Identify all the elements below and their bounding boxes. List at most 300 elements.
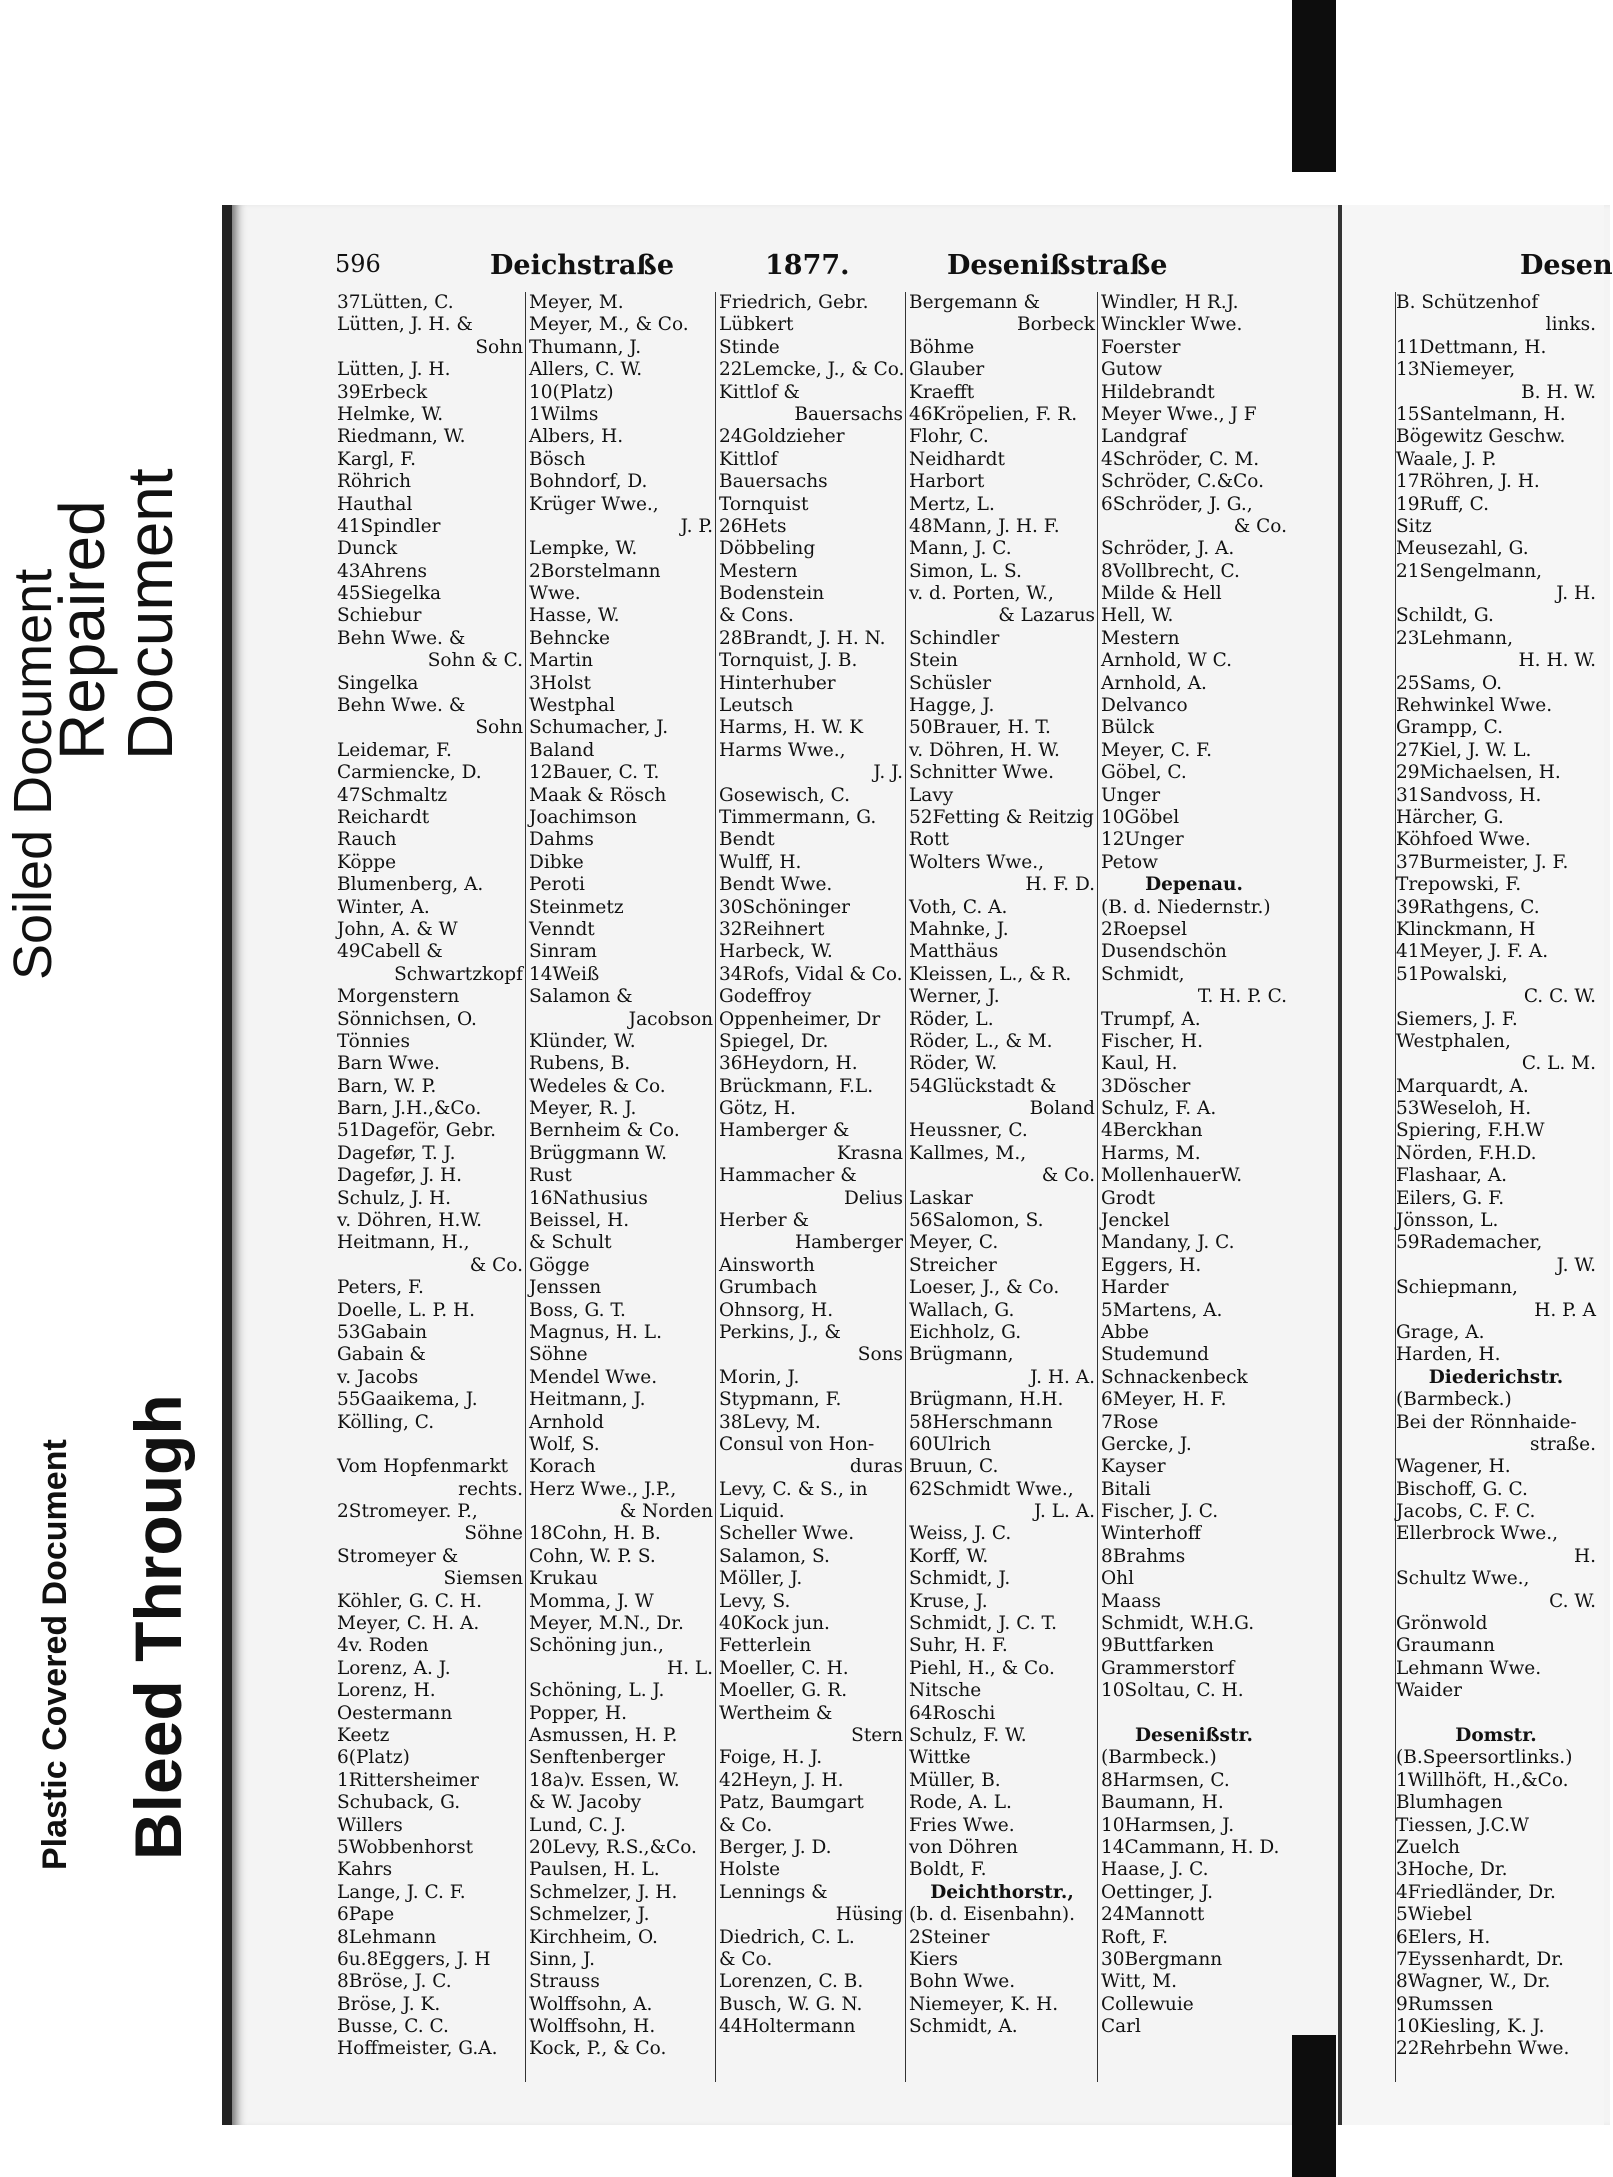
directory-entry: Werner, J.: [909, 986, 1000, 1008]
directory-entry: Tornquist: [719, 493, 809, 515]
directory-entry: Mandany, J. C.: [1101, 1232, 1235, 1254]
directory-entry: Grönwold: [1396, 1613, 1488, 1635]
directory-entry: 26Hets: [719, 515, 787, 537]
next-page-header: Desen: [1520, 250, 1613, 281]
directory-entry: Böhme: [909, 336, 975, 358]
directory-entry: Harms, H. W. K: [719, 717, 864, 739]
directory-entry: 9Buttfarken: [1101, 1635, 1214, 1657]
directory-entry: 40Kock jun.: [719, 1613, 830, 1635]
directory-entry: links.: [1545, 314, 1596, 336]
directory-entry: 3Döscher: [1101, 1075, 1191, 1097]
directory-entry: Foige, H. J.: [719, 1747, 823, 1769]
directory-entry: & Cons.: [719, 605, 794, 627]
directory-entry: 34Rofs, Vidal & Co.: [719, 963, 903, 985]
directory-entry: Härcher, G.: [1396, 806, 1504, 828]
directory-entry: Schöning jun.,: [529, 1635, 664, 1657]
directory-entry: Salamon &: [529, 986, 633, 1008]
directory-entry: Stromeyer &: [337, 1545, 459, 1567]
directory-entry: Bei der Rönnhaide-: [1396, 1411, 1577, 1433]
directory-entry: Kaul, H.: [1101, 1053, 1178, 1075]
directory-entry: Boldt, F.: [909, 1859, 987, 1881]
directory-entry: Willers: [337, 1814, 403, 1836]
directory-entry: Meyer, M.N., Dr.: [529, 1613, 684, 1635]
directory-entry: Tiessen, J.C.W: [1396, 1814, 1530, 1836]
directory-entry: 52Fetting & Reitzig: [909, 806, 1094, 828]
directory-entry: Beissel, H.: [529, 1210, 630, 1232]
directory-entry: Schindler: [909, 627, 1000, 649]
directory-entry: Herz Wwe., J.P.,: [529, 1478, 677, 1500]
directory-entry: Barn, J.H.,&Co.: [337, 1098, 482, 1120]
directory-entry: Blumhagen: [1396, 1792, 1503, 1814]
directory-entry: Tornquist, J. B.: [719, 650, 858, 672]
directory-entry: Mahnke, J.: [909, 918, 1009, 940]
directory-entry: 45Siegelka: [337, 583, 442, 605]
directory-entry: Baumann, H.: [1101, 1792, 1224, 1814]
directory-entry: Kruse, J.: [909, 1590, 988, 1612]
directory-entry: C. W.: [1549, 1590, 1596, 1612]
directory-entry: Scheller Wwe.: [719, 1523, 855, 1545]
directory-entry: Möller, J.: [719, 1568, 803, 1590]
column-5: [1101, 292, 1287, 2038]
directory-entry: Heitmann, H.,: [337, 1232, 470, 1254]
document-condition-labels: [0, 0, 215, 2177]
directory-entry: Eggers, H.: [1101, 1254, 1202, 1276]
directory-entry: Fetterlein: [719, 1635, 812, 1657]
directory-entry: 43Ahrens: [337, 560, 428, 582]
directory-entry: Morgenstern: [337, 986, 460, 1008]
directory-entry: Haase, J. C.: [1101, 1859, 1209, 1881]
directory-entry: Behn Wwe. &: [337, 627, 466, 649]
directory-entry: Harms Wwe.,: [719, 739, 846, 761]
directory-entry: 5Wobbenhorst: [337, 1836, 474, 1858]
directory-entry: Bitali: [1101, 1478, 1151, 1500]
directory-entry: Glauber: [909, 359, 985, 381]
directory-entry: 10Göbel: [1101, 806, 1180, 828]
directory-entry: 13Niemeyer,: [1396, 359, 1516, 381]
directory-entry: & Co.: [469, 1254, 523, 1276]
directory-entry: Lange, J. C. F.: [337, 1881, 466, 1903]
directory-entry: Diedrich, C. L.: [719, 1926, 855, 1948]
directory-entry: Carmiencke, D.: [337, 762, 482, 784]
directory-entry: Kraefft: [909, 381, 975, 403]
directory-entry: Siemsen: [443, 1568, 523, 1590]
directory-entry: Hammacher &: [719, 1165, 857, 1187]
directory-entry: Krasna: [836, 1142, 903, 1164]
directory-entry: Jenckel: [1101, 1210, 1170, 1232]
directory-entry: 41Spindler: [337, 515, 441, 537]
directory-entry: Kock, P., & Co.: [529, 2038, 667, 2060]
directory-entry: Busch, W. G. N.: [719, 1993, 863, 2015]
directory-entry: Köhfoed Wwe.: [1396, 829, 1531, 851]
directory-entry: Wolffsohn, A.: [529, 1993, 653, 2015]
directory-entry: Weiss, J. C.: [909, 1523, 1012, 1545]
directory-entry: & Co.: [719, 1814, 773, 1836]
directory-entry: Doelle, L. P. H.: [337, 1299, 475, 1321]
directory-entry: Sitz: [1396, 515, 1432, 537]
directory-entry: Winckler Wwe.: [1101, 314, 1243, 336]
directory-entry: (b. d. Eisenbahn).: [909, 1904, 1076, 1926]
directory-entry: John, A. & W: [337, 918, 458, 940]
directory-entry: 46Kröpelien, F. R.: [909, 403, 1078, 425]
directory-entry: & W. Jacoby: [529, 1792, 642, 1814]
directory-entry: 58Herschmann: [909, 1411, 1053, 1433]
directory-entry: 41Meyer, J. F. A.: [1396, 941, 1549, 963]
directory-entry: Spiering, F.H.W: [1396, 1120, 1545, 1142]
directory-entry: Flohr, C.: [909, 426, 989, 448]
directory-entry: Jenssen: [529, 1277, 602, 1299]
directory-entry: Waider: [1396, 1680, 1462, 1702]
directory-entry: Milde & Hell: [1101, 583, 1222, 605]
directory-entry: Asmussen, H. P.: [529, 1725, 678, 1746]
directory-entry: Dagefør, T. J.: [337, 1142, 456, 1164]
directory-entry: Behn Wwe. &: [337, 695, 466, 717]
directory-entry: C. L. M.: [1521, 1053, 1596, 1075]
directory-entry: Lorenz, H.: [337, 1680, 436, 1702]
label-soiled: Soiled Document: [3, 568, 63, 980]
directory-entry: Mendel Wwe.: [529, 1366, 658, 1388]
directory-entry: Schulz, J. H.: [337, 1187, 452, 1209]
directory-entry: Petow: [1101, 851, 1158, 873]
directory-entry: 1Wilms: [529, 403, 599, 425]
directory-entry: 47Schmaltz: [337, 784, 448, 806]
directory-entry: Hildebrandt: [1101, 381, 1215, 403]
directory-entry: Momma, J. W: [529, 1590, 654, 1612]
directory-entry: Collewuie: [1101, 1993, 1194, 2015]
directory-entry: Jönsson, L.: [1396, 1210, 1499, 1232]
directory-entry: Sinram: [529, 941, 597, 963]
directory-entry: Sons: [857, 1344, 903, 1366]
directory-entry: Spiegel, Dr.: [719, 1030, 829, 1052]
directory-entry: & Co.: [1233, 515, 1287, 537]
directory-entry: 3Hoche, Dr.: [1396, 1859, 1508, 1881]
directory-entry: Streicher: [909, 1254, 997, 1276]
directory-entry: Meyer Wwe., J F: [1101, 403, 1257, 425]
directory-entry: Bernheim & Co.: [529, 1120, 680, 1142]
directory-entry: Schmidt,: [1101, 963, 1185, 985]
directory-entry: Hauthal: [337, 493, 413, 515]
directory-entry: Kahrs: [337, 1859, 393, 1881]
directory-entry: Allers, C. W.: [529, 359, 643, 381]
directory-entry: Delvanco: [1101, 695, 1188, 717]
directory-entry: 51Dageför, Gebr.: [337, 1120, 497, 1142]
directory-entry: 12Unger: [1101, 829, 1184, 851]
directory-entry: Kittlof: [719, 448, 778, 470]
directory-entry: Bergemann &: [909, 292, 1040, 313]
directory-entry: Leidemar, F.: [337, 739, 452, 761]
directory-entry: 37Burmeister, J. F.: [1396, 851, 1569, 873]
directory-entry: Krüger Wwe.,: [529, 493, 659, 515]
directory-entry: 55Gaaikema, J.: [337, 1389, 478, 1411]
directory-entry: 10(Platz): [529, 381, 614, 403]
directory-entry: Wagener, H.: [1396, 1456, 1511, 1478]
directory-entry: Magnus, H. L.: [529, 1321, 662, 1343]
directory-entry: Wolf, S.: [529, 1433, 600, 1455]
directory-entry: Singelka: [337, 672, 419, 694]
directory-entry: Simon, L. S.: [909, 560, 1022, 582]
directory-entry: Graumann: [1396, 1635, 1495, 1657]
directory-entry: H.: [1573, 1545, 1596, 1567]
directory-entry: Westphal: [529, 695, 616, 717]
directory-entry: Popper, H.: [529, 1702, 628, 1724]
label-plastic-covered: Plastic Covered Document: [36, 1439, 74, 1870]
directory-entry: H. F. D.: [1025, 874, 1095, 896]
directory-entry: Kittlof &: [719, 381, 800, 403]
directory-entry: 51Powalski,: [1396, 963, 1508, 985]
directory-entry: Peroti: [529, 874, 585, 896]
directory-entry: 10Harmsen, J.: [1101, 1814, 1235, 1836]
directory-entry: 5Wiebel: [1396, 1904, 1473, 1926]
directory-entry: Lorenz, A. J.: [337, 1657, 451, 1679]
column-rule: [905, 292, 906, 2082]
directory-entry: 1Rittersheimer: [337, 1769, 479, 1791]
directory-entry: Schmidt, W.H.G.: [1101, 1613, 1255, 1635]
directory-entry: Harbeck, W.: [719, 941, 833, 963]
directory-entry: Niemeyer, K. H.: [909, 1993, 1059, 2015]
page-number: 596: [335, 250, 381, 278]
directory-entry: Mestern: [1101, 627, 1180, 649]
directory-entry: straße.: [1530, 1433, 1596, 1455]
directory-entry: Deichthorstr.,: [930, 1881, 1074, 1903]
directory-entry: Bauersachs: [794, 403, 903, 425]
directory-entry: Desenißstr.: [1135, 1725, 1253, 1746]
directory-entry: Meyer, C. F.: [1101, 739, 1212, 761]
directory-entry: Piehl, H., & Co.: [909, 1657, 1055, 1679]
directory-entry: 2Roepsel: [1101, 918, 1187, 940]
directory-entry: 4v. Roden: [337, 1635, 429, 1657]
directory-entry: & Norden: [619, 1501, 713, 1523]
directory-entry: 8Lehmann: [337, 1926, 437, 1948]
directory-entry: Timmermann, G.: [719, 806, 877, 828]
directory-entry: Wallach, G.: [909, 1299, 1015, 1321]
directory-entry: Wwe.: [529, 583, 581, 605]
directory-entry: 6Meyer, H. F.: [1101, 1389, 1227, 1411]
directory-entry: Suhr, H. F.: [909, 1635, 1008, 1657]
year: 1877.: [765, 250, 850, 281]
directory-entry: 10Soltau, C. H.: [1101, 1680, 1244, 1702]
directory-entry: 25Sams, O.: [1396, 672, 1503, 694]
directory-entry: v. Jacobs: [337, 1366, 419, 1388]
directory-entry: 19Ruff, C.: [1396, 493, 1490, 515]
directory-entry: Dibke: [529, 851, 584, 873]
directory-entry: 64Roschi: [909, 1702, 996, 1724]
directory-entry: Voth, C. A.: [909, 896, 1008, 918]
directory-entry: Senftenberger: [529, 1747, 665, 1769]
directory-entry: Schnackenbeck: [1101, 1366, 1248, 1388]
directory-entry: Köppe: [337, 851, 397, 873]
directory-entry: Westphalen,: [1396, 1030, 1511, 1052]
directory-entry: Wolffsohn, H.: [529, 2016, 656, 2038]
directory-entry: 8Brahms: [1101, 1545, 1186, 1567]
binding-strip-bottom: [1292, 2035, 1336, 2177]
directory-entry: Arnhold: [529, 1411, 604, 1433]
directory-entry: Boland: [1029, 1098, 1095, 1120]
directory-entry: Harbort: [909, 471, 985, 493]
directory-entry: v. Döhren, H.W.: [337, 1210, 483, 1232]
directory-entry: 6(Platz): [337, 1747, 410, 1769]
directory-entry: 8Vollbrecht, C.: [1101, 560, 1240, 582]
directory-entry: Hamberger &: [719, 1120, 850, 1142]
directory-entry: Schildt, G.: [1396, 605, 1494, 627]
directory-entry: Schulz, F. A.: [1101, 1098, 1217, 1120]
directory-entry: 2Steiner: [909, 1926, 990, 1948]
directory-entry: 48Mann, J. H. F.: [909, 515, 1060, 537]
directory-entry: 60Ulrich: [909, 1433, 992, 1455]
directory-entry: 24Goldzieher: [719, 426, 845, 448]
directory-entry: Jacobson: [628, 1008, 713, 1030]
directory-entry: Brügmann, H.H.: [909, 1389, 1064, 1411]
directory-entry: Schröder, C.&Co.: [1101, 471, 1264, 493]
directory-entry: Godeffroy: [719, 986, 812, 1008]
directory-entry: Windler, H R.J.: [1101, 292, 1239, 313]
directory-entry: Berger, J. D.: [719, 1836, 832, 1858]
directory-entry: Lempke, W.: [529, 538, 638, 560]
directory-entry: Meyer, R. J.: [529, 1098, 637, 1120]
directory-entry: Meusezahl, G.: [1396, 538, 1529, 560]
directory-entry: 4Schröder, C. M.: [1101, 448, 1260, 470]
directory-entry: (Barmbeck.): [1101, 1747, 1217, 1769]
directory-entry: Gosewisch, C.: [719, 784, 851, 806]
directory-entry: Winter, A.: [337, 896, 430, 918]
directory-entry: Trumpf, A.: [1101, 1008, 1201, 1030]
directory-entry: Mestern: [719, 560, 798, 582]
directory-entry: 22Rehrbehn Wwe.: [1396, 2038, 1570, 2060]
directory-entry: Holste: [719, 1859, 781, 1881]
directory-entry: Söhne: [464, 1523, 523, 1545]
directory-entry: J. H.: [1556, 583, 1596, 605]
directory-entry: Kölling, C.: [337, 1411, 435, 1433]
directory-entry: Arnhold, A.: [1101, 672, 1207, 694]
directory-entry: Röhrich: [337, 471, 412, 493]
directory-entry: 24Mannott: [1101, 1904, 1205, 1926]
directory-entry: Götz, H.: [719, 1098, 796, 1120]
directory-entry: Stern: [851, 1725, 903, 1746]
directory-entry: 44Holtermann: [719, 2016, 856, 2038]
directory-entry: Söhne: [529, 1344, 588, 1366]
directory-entry: Reichardt: [337, 806, 430, 828]
directory-entry: Dusendschön: [1101, 941, 1227, 963]
directory-entry: Brückmann, F.L.: [719, 1075, 874, 1097]
directory-entry: Grampp, C.: [1396, 717, 1504, 739]
directory-entry: rechts.: [458, 1478, 523, 1500]
directory-entry: Dunck: [337, 538, 398, 560]
directory-entry: Gögge: [529, 1254, 590, 1276]
directory-entry: Bruun, C.: [909, 1456, 999, 1478]
directory-entry: Busse, C. C.: [337, 2016, 449, 2038]
label-repaired: Repaired Document: [46, 468, 186, 760]
directory-entry: 31Sandvoss, H.: [1396, 784, 1542, 806]
directory-entry: Zuelch: [1396, 1836, 1460, 1858]
directory-entry: Grammerstorf: [1101, 1657, 1235, 1679]
directory-entry: Mertz, L.: [909, 493, 995, 515]
directory-entry: Fischer, J. C.: [1101, 1501, 1219, 1523]
directory-entry: 27Kiel, J. W. L.: [1396, 739, 1532, 761]
directory-entry: Tönnies: [337, 1030, 410, 1052]
directory-entry: 39Rathgens, C.: [1396, 896, 1540, 918]
directory-entry: Cohn, W. P. S.: [529, 1545, 656, 1567]
directory-entry: Schmidt, A.: [909, 2016, 1018, 2038]
directory-entry: Keetz: [337, 1725, 390, 1746]
directory-entry: Borbeck: [1017, 314, 1095, 336]
page-header: [335, 250, 1275, 290]
directory-entry: Grage, A.: [1396, 1321, 1485, 1343]
directory-entry: Landgraf: [1101, 426, 1187, 448]
directory-entry: 18a)v. Essen, W.: [529, 1769, 680, 1791]
directory-entry: J. J.: [873, 762, 903, 784]
directory-entry: 7Rose: [1101, 1411, 1159, 1433]
directory-entry: Schnitter Wwe.: [909, 762, 1055, 784]
directory-entry: Bodenstein: [719, 583, 825, 605]
directory-entry: Vom Hopfenmarkt: [337, 1456, 509, 1478]
directory-entry: Müller, B.: [909, 1769, 1001, 1791]
directory-entry: 20Levy, R.S.,&Co.: [529, 1836, 697, 1858]
directory-entry: Hell, W.: [1101, 605, 1174, 627]
directory-entry: Brügmann,: [909, 1344, 1014, 1366]
directory-entry: 37Lütten, C.: [337, 292, 454, 313]
column-2: [529, 292, 713, 2061]
directory-entry: Bendt Wwe.: [719, 874, 833, 896]
directory-entry: Wedeles & Co.: [529, 1075, 666, 1097]
column-rule: [1097, 292, 1098, 2082]
directory-entry: Meyer, C. H. A.: [337, 1613, 480, 1635]
directory-entry: Döbbeling: [719, 538, 816, 560]
directory-entry: Dahms: [529, 829, 594, 851]
directory-entry: Nitsche: [909, 1680, 982, 1702]
directory-entry: Röder, L., & M.: [909, 1030, 1053, 1052]
directory-entry: Flashaar, A.: [1396, 1165, 1508, 1187]
directory-entry: Rauch: [337, 829, 397, 851]
directory-entry: Albers, H.: [529, 426, 624, 448]
directory-entry: Winterhoff: [1101, 1523, 1201, 1545]
directory-entry: Oestermann: [337, 1702, 453, 1724]
directory-entry: 8Harmsen, C.: [1101, 1769, 1230, 1791]
directory-entry: Schröder, J. A.: [1101, 538, 1235, 560]
directory-entry: Oettinger, J.: [1101, 1881, 1214, 1903]
directory-entry: Consul von Hon-: [719, 1433, 875, 1455]
directory-entry: 8Wagner, W., Dr.: [1396, 1971, 1551, 1993]
directory-entry: 4Friedländer, Dr.: [1396, 1881, 1556, 1903]
directory-entry: Arnhold, W C.: [1101, 650, 1232, 672]
directory-entry: Wertheim &: [719, 1702, 833, 1724]
directory-entry: Strauss: [529, 1971, 600, 1993]
directory-entry: 54Glückstadt &: [909, 1075, 1057, 1097]
directory-entry: Eichholz, G.: [909, 1321, 1022, 1343]
directory-entry: 7Eyssenhardt, Dr.: [1396, 1948, 1564, 1970]
directory-entry: Sönnichsen, O.: [337, 1008, 477, 1030]
directory-entry: Sohn & C.: [427, 650, 523, 672]
directory-entry: Schultz Wwe.,: [1396, 1568, 1530, 1590]
directory-entry: 9Rumssen: [1396, 1993, 1494, 2015]
directory-entry: B. Schützenhof: [1396, 292, 1539, 313]
directory-entry: Rott: [909, 829, 949, 851]
directory-entry: (B.Speersortlinks.): [1396, 1747, 1573, 1769]
column-1: [337, 292, 523, 2061]
directory-entry: Stypmann, F.: [719, 1389, 842, 1411]
directory-entry: Bischoff, G. C.: [1396, 1478, 1528, 1500]
directory-entry: Wulff, H.: [719, 851, 802, 873]
directory-entry: 29Michaelsen, H.: [1396, 762, 1561, 784]
directory-entry: Harden, H.: [1396, 1344, 1501, 1366]
directory-entry: 6Schröder, J. G.,: [1101, 493, 1253, 515]
directory-entry: Peters, F.: [337, 1277, 424, 1299]
directory-entry: Stein: [909, 650, 958, 672]
directory-entry: Wolters Wwe.,: [909, 851, 1044, 873]
directory-entry: Rode, A. L.: [909, 1792, 1012, 1814]
directory-entry: Hinterhuber: [719, 672, 836, 694]
directory-entry: Levy, C. & S., in: [719, 1478, 868, 1500]
directory-entry: Helmke, W.: [337, 403, 444, 425]
directory-entry: Harms, M.: [1101, 1142, 1201, 1164]
directory-entry: Salamon, S.: [719, 1545, 830, 1567]
